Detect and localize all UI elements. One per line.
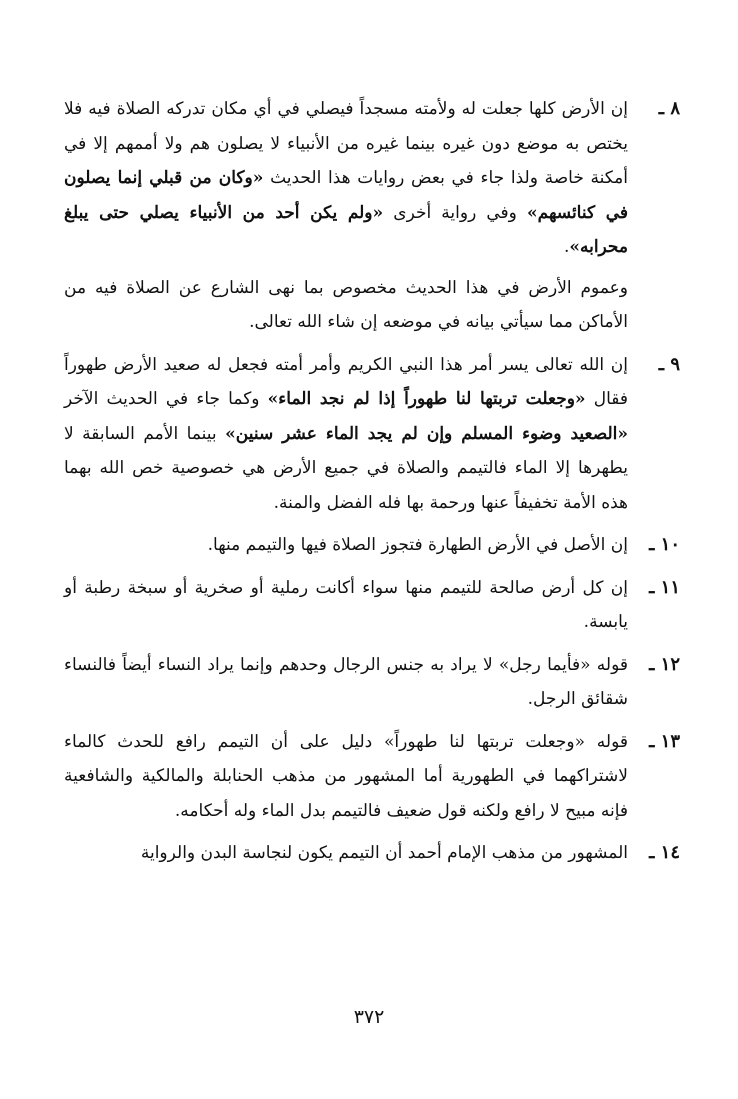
text-segment: وفي رواية أخرى: [383, 202, 527, 223]
list-item-14: [64, 836, 680, 871]
text-segment: قوله «وجعلت تربتها لنا طهوراً» دليل على أن التيمم رافع للحدث كالماء لاشتراكهما في الطهورية أما المشهور من مذهب الحنابلة والمالكية والشافعية فإنه مبيح لا رافع ولكنه قول ضعيف فالتيمم بدل الماء وله أحكامه.: [64, 731, 628, 821]
text-segment: إن الله تعالى يسر أمر هذا النبي الكريم وأمر أمته فجعل له صعيد الأرض طهوراً فقال: [64, 354, 628, 409]
paragraph: [64, 571, 628, 640]
item-number: ١٣ ـ: [649, 730, 680, 752]
hadith-quote: «ولم يكن أحد من الأنبياء يصلي حتى يبلغ محرابه»: [64, 202, 628, 257]
paragraph: [64, 648, 628, 717]
paragraph: [64, 725, 628, 829]
item-number: ٩ ـ: [658, 353, 680, 375]
text-segment: وكما جاء في الحديث الآخر: [64, 389, 268, 409]
paragraph: [64, 836, 628, 871]
item-number: ١٢ ـ: [649, 653, 680, 675]
text-segment: إن كل أرض صالحة للتيمم منها سواء أكانت رملية أو صخرية أو سبخة رطبة أو يابسة.: [64, 577, 628, 632]
text-segment: إن الأصل في الأرض الطهارة فتجوز الصلاة فيها والتيمم منها.: [207, 535, 628, 555]
text-segment: .: [563, 237, 570, 257]
paragraph: [64, 92, 628, 265]
hadith-quote: «وجعلت تربتها لنا طهوراً إذا لم نجد الماء»: [267, 389, 586, 409]
list-item-9: [64, 348, 680, 521]
list-item-13: [64, 725, 680, 829]
item-number: ١٤ ـ: [649, 842, 680, 863]
item-number: ١٠ ـ: [649, 534, 680, 555]
page-body: [64, 92, 680, 879]
paragraph: [64, 528, 628, 563]
hadith-quote: «وكان من قبلي إنما يصلون في كنائسهم»: [64, 168, 628, 223]
item-number: ٨ ـ: [658, 98, 680, 119]
item-number: ١١ ـ: [649, 576, 680, 598]
text-segment: المشهور من مذهب الإمام أحمد أن التيمم يكون لنجاسة البدن والرواية: [140, 843, 628, 863]
paragraph: [64, 271, 628, 340]
page-number: ٣٧٢: [353, 1006, 385, 1028]
list-item-11: [64, 571, 680, 640]
text-segment: قوله «فأيما رجل» لا يراد به جنس الرجال وحدهم وإنما يراد النساء أيضاً فالنساء شقائق الرجل.: [64, 654, 628, 709]
list-item-10: [64, 528, 680, 563]
paragraph: [64, 348, 628, 521]
text-segment: بينما الأمم السابقة لا يطهرها إلا الماء فالتيمم والصلاة في جميع الأرض هي خصوصية خص الله بهما هذه الأمة تخفيفاً عنها ورحمة بها فله الفضل والمنة.: [64, 423, 628, 513]
hadith-quote: «الصعيد وضوء المسلم وإن لم يجد الماء عشر سنين»: [225, 423, 628, 444]
list-item-12: [64, 648, 680, 717]
list-item-8: [64, 92, 680, 340]
text-segment: إن الأرض كلها جعلت له ولأمته مسجداً فيصلي في أي مكان تدركه الصلاة فيه فلا يختص به موضع دون غيره بينما غيره من الأنبياء لا يصلون هم ولا أممهم إلا في أمكنة خاصة ولذا جاء في بعض روايات هذا الحديث: [64, 99, 629, 188]
text-segment: وعموم الأرض في هذا الحديث مخصوص بما نهى الشارع عن الصلاة فيه من الأماكن مما سيأتي بيانه في موضعه إن شاء الله تعالى.: [64, 277, 628, 332]
